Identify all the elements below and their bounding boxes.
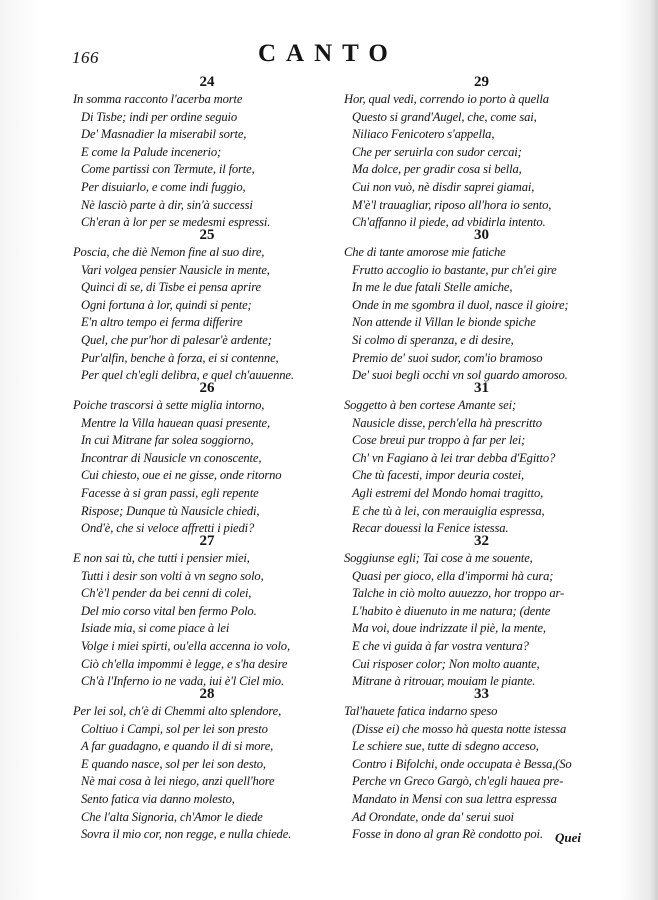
verse-line: Ma voi, doue indrizzate il piè, la mente, (352, 621, 546, 636)
stanza (73, 533, 341, 691)
verse-line: Fosse in dono al gran Rè condotto poi. (352, 827, 543, 842)
verse-line: Che l'alta Signoria, ch'Amor le diede (81, 809, 263, 824)
verse-line: Ch'affanno il piede, ad vbidirla intento. (352, 215, 546, 230)
verse-line: Di Tisbe; indi per ordine seguio (81, 109, 237, 124)
verse-line: Contro i Bifolchi, onde occupata è Bessa,(So (352, 756, 572, 771)
verse-line: Agli estremi del Mondo homai tragitto, (352, 485, 544, 500)
verse-line: E che vi guida à far vostra ventura? (352, 638, 529, 653)
verse-line: M'è'l trauagliar, riposo all'hora io sento, (352, 197, 552, 212)
verse-line: Quasi per gioco, ella d'impormi hà cura; (352, 568, 554, 583)
verse-line: Nè mai cosa à lei niego, anzi quell'hore (81, 774, 275, 789)
verse-line: Hor, qual vedi, correndo io porto à quella (344, 92, 549, 106)
verse-line: Tutti i desir son volti à vn segno solo, (81, 568, 264, 583)
verse-line: Nè lasciò parte à dir, sin'à successi (81, 197, 253, 212)
verse-line: Tal'hauete fatica indarno speso (344, 704, 498, 718)
verse-line: Per disuiarlo, e come indi fuggio, (81, 179, 246, 194)
verse-line: Nausicle disse, perch'ella hà prescritto (352, 415, 542, 430)
verse-line: Ogni fortuna à lor, quindi si pente; (81, 297, 252, 312)
page-number: 166 (72, 48, 99, 67)
verse-line: Ciò ch'ella impommi è legge, e s'ha desire (81, 656, 288, 671)
verse-line: A far guadagno, e quando il di si more, (81, 739, 274, 754)
verse-line: Soggiunse egli; Tai cose à me souente, (344, 551, 533, 565)
verse-line: Ch'eran à lor per se medesmi espressi. (81, 215, 271, 230)
verse-line: Come partissi con Termute, il forte, (81, 162, 255, 177)
verse-line: In somma racconto l'acerba morte (73, 92, 243, 106)
verse-line: E che tù à lei, con merauiglia espressa, (352, 503, 545, 518)
stanza-number: 26 (199, 380, 215, 396)
verse-line: De' suoi begli occhi vn sol guardo amoroso. (352, 368, 568, 383)
stanza (344, 74, 619, 232)
verse-line: Facesse à si gran passi, egli repente (81, 485, 259, 500)
stanza (73, 686, 341, 844)
verse-line: Ch' vn Fagiano à lei trar debba d'Egitto? (352, 450, 556, 465)
verse-line: Volge i miei spirti, ou'ella accenna io volo, (81, 638, 290, 653)
verse-line: Le schiere sue, tutte di sdegno acceso, (352, 739, 539, 754)
verse-line: Mentre la Villa hauean quasi presente, (81, 415, 270, 430)
verse-line: Ma dolce, per gradir cosa si bella, (352, 162, 522, 177)
verse-line: Onde in me sgombra il duol, nasce il gioire; (352, 297, 569, 312)
verse-line: Mitrane à ritrouar, mouiam le piante. (352, 674, 536, 689)
verse-line: Cui non vuò, nè disdir saprei giamai, (352, 179, 535, 194)
stanza (344, 533, 619, 691)
verse-line: Che di tante amorose mie fatiche (344, 245, 506, 259)
stanza (73, 74, 341, 232)
stanza-number: 32 (474, 533, 489, 549)
verse-line: Recar douessi la Fenice istessa. (352, 521, 509, 536)
stanza-number: 27 (199, 533, 215, 549)
verse-line: Non attende il Villan le bionde spiche (352, 315, 536, 330)
stanza-number: 31 (474, 380, 489, 396)
stanza-number: 28 (199, 686, 215, 702)
stanza (73, 227, 341, 385)
stanza-number: 30 (474, 227, 489, 243)
verse-line: Sento fatica via danno molesto, (81, 791, 235, 806)
verse-line: In cui Mitrane far solea soggiorno, (81, 433, 254, 448)
verse-line: Per lei sol, ch'è di Chemmi alto splendore, (73, 704, 282, 718)
verse-line: E quando nasce, sol per lei son desto, (81, 756, 266, 771)
stanza (73, 380, 341, 538)
verse-line: Vari volgea pensier Nausicle in mente, (81, 262, 270, 277)
verse-line: Mandato in Mensi con sua lettra espressa (352, 791, 557, 806)
verse-line: Ad Orondate, onde da' serui suoi (352, 809, 514, 824)
verse-line: Poiche trascorsi à sette miglia intorno, (73, 398, 265, 412)
verse-line: Cui risposer color; Non molto auante, (352, 656, 540, 671)
verse-line: Isiade mia, si come piace à lei (81, 621, 230, 636)
verse-line: Poscia, che diè Nemon fine al suo dire, (73, 245, 265, 259)
verse-line: L'habito è diuenuto in me natura; (dente (352, 603, 551, 618)
verse-line: Frutto accoglio io bastante, pur ch'ei gire (352, 262, 557, 277)
stanza (344, 380, 619, 538)
verse-line: Rispose; Dunque tù Nausicle chiedi, (81, 503, 260, 518)
stanza-number: 25 (199, 227, 215, 243)
verse-line: E'n altro tempo ei ferma differire (81, 315, 243, 330)
verse-line: Questo si grand'Augel, che, come sai, (352, 109, 537, 124)
verse-line: Ch'à l'Inferno io ne vada, iui è'l Ciel mio. (81, 674, 284, 689)
stanza-number: 29 (474, 74, 489, 90)
running-head: CANTO (258, 40, 398, 67)
verse-line: Incontrar di Nausicle vn conoscente, (81, 450, 262, 465)
stanza-number: 33 (474, 686, 489, 702)
verse-line: Niliaco Fenicotero s'appella, (352, 127, 495, 142)
verse-line: Del mio corso vital ben fermo Polo. (81, 603, 257, 618)
verse-line: (Disse ei) che mosso hà questa notte istessa (352, 721, 567, 736)
verse-line: E non sai tù, che tutti i pensier miei, (73, 551, 250, 565)
verse-line: Che per seruirla con sudor cercai; (352, 144, 522, 159)
stanza (344, 227, 619, 385)
stanza (344, 686, 619, 844)
verse-line: Sovra il mio cor, non regge, e nulla chiede. (81, 827, 292, 842)
verse-line: Pur'alfin, benche à forza, ei si contenne, (81, 350, 279, 365)
verse-line: De' Masnadier la miserabil sorte, (81, 127, 247, 142)
verse-line: Cui chiesto, oue ei ne gisse, onde ritorno (81, 468, 282, 483)
verse-line: Soggetto à ben cortese Amante sei; (344, 398, 516, 412)
verse-line: Talche in ciò molto auuezzo, hor troppo ar- (352, 586, 565, 601)
verse-line: Premio de' suoi sudor, com'io bramoso (352, 350, 543, 365)
catchword: Quei (555, 830, 581, 845)
verse-line: E come la Palude incenerio; (81, 144, 222, 159)
verse-line: Ch'è'l pender da bei cenni di colei, (81, 586, 252, 601)
verse-line: Quel, che pur'hor di palesar'è ardente; (81, 332, 272, 347)
verse-line: Quinci di se, di Tisbe ei pensa aprire (81, 280, 261, 295)
stanza-number: 24 (199, 74, 215, 90)
verse-line: Che tù facesti, impor deuria costei, (352, 468, 524, 483)
verse-line: Per quel ch'egli delibra, e quel ch'auuenne. (81, 368, 294, 383)
verse-line: Cose breui pur troppo à far per lei; (352, 433, 526, 448)
verse-line: Perche vn Greco Gargò, ch'egli hauea pre- (352, 774, 564, 789)
verse-line: Ond'è, che si veloce affretti i piedi? (81, 521, 255, 536)
verse-line: Si colmo di speranza, e di desire, (352, 332, 514, 347)
verse-line: Coltiuo i Campi, sol per lei son presto (81, 721, 268, 736)
verse-line: In me le due fatali Stelle amiche, (352, 280, 513, 295)
